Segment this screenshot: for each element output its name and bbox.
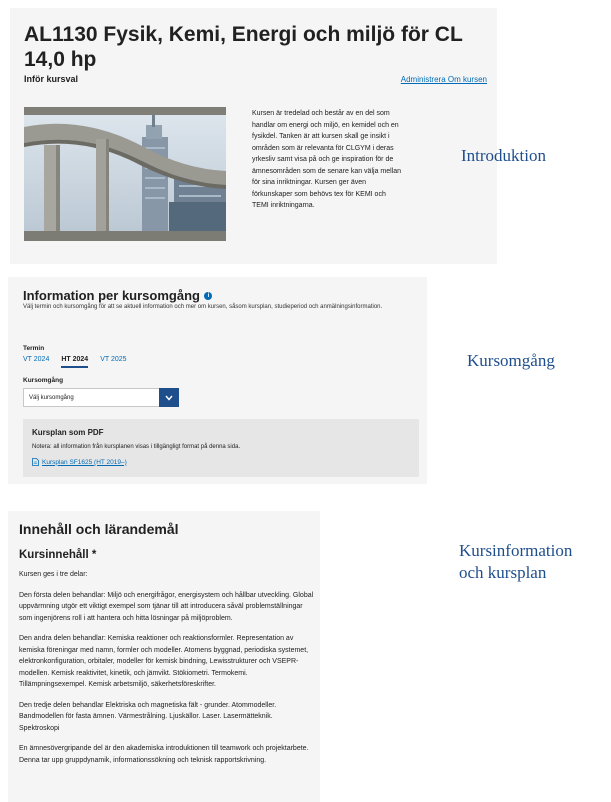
label-course-info-line2: och kursplan [459, 563, 547, 582]
term-tabs [23, 356, 139, 368]
round-heading: Information per kursomgång [23, 288, 200, 303]
pdf-document-icon [32, 458, 39, 466]
course-content-subheading: Kursinnehåll * [19, 549, 97, 561]
pdf-note: Notera: all information från kursplanen visas i tillgängligt format på denna sida. [32, 444, 241, 450]
content-paragraph: Den tredje delen behandlar Elektriska och magnetiska fält - grunder. Atommodeller. Bandmodellen för fasta ämnen. Värmestrålning. Ljuskällor. Laser. Lasermätteknik. Spektroskopi [19, 701, 277, 732]
bridge-photo [24, 107, 226, 241]
round-select[interactable] [23, 388, 179, 407]
intro-text: Kursen är tredelad och består av en del som handlar om energi och miljö, en kemidel och en fysikdel. Tanken är att kursen skall ge insikt i områden som är relevanta för CLGYM i deras yrkesliv samt visa på och ge inspiration för de ämnesområden som de senare kan välja mellan för sina inriktningar. Kursen ger även förkunskaper som behövs tex för KEMI och TEMI inriktningarna. [252, 110, 402, 209]
content-paragraph: Den första delen behandlar: Miljö och energifrågor, energisystem och hållbar utveckling. Global uppvärmning utgör ett viktigt exempel som tjänar till att introducera såväl problemställningar som ingenjörens roll i att hantera och hitta lösningar på miljöproblem. [19, 591, 314, 622]
tab-ht-2024[interactable]: HT 2024 [61, 356, 88, 368]
label-course-round: Kursomgång [467, 351, 555, 370]
round-description: Välj termin och kursomgång för att se aktuell information och mer om kursen, såsom kursplan, studieperiod och anmälningsinformation. [23, 304, 383, 310]
round-select-value: Välj kursomgång [29, 394, 74, 401]
admin-about-course-link[interactable]: Administrera Om kursen [400, 75, 487, 84]
pdf-heading: Kursplan som PDF [32, 428, 104, 437]
tab-vt-2024[interactable]: VT 2024 [23, 356, 50, 363]
content-paragraph: Kursen ges i tre delar: [19, 571, 88, 578]
pre-row [24, 74, 487, 84]
label-course-info-line1: Kursinformation [459, 541, 573, 560]
label-course-info [459, 540, 572, 584]
round-select-button[interactable] [159, 388, 179, 407]
hero-image [24, 107, 226, 241]
chevron-down-icon [165, 395, 173, 401]
course-content-text [19, 569, 314, 766]
round-label: Kursomgång [23, 377, 64, 384]
course-round-panel [8, 277, 427, 484]
label-introduction: Introduktion [461, 146, 546, 165]
info-icon[interactable]: i [204, 292, 212, 300]
content-paragraph: En ämnesövergripande del är den akademiska introduktionen till teamwork och projektarbete. Denna tar upp gruppdynamik, informationssökning och teknisk rapportskrivning. [19, 745, 309, 764]
content-panel [8, 511, 320, 802]
tab-vt-2025[interactable]: VT 2025 [100, 356, 127, 363]
syllabus-pdf-link[interactable]: Kursplan SF1625 (HT 2019–) [42, 458, 127, 466]
term-label: Termin [23, 345, 45, 352]
course-title: AL1130 Fysik, Kemi, Energi och miljö för CL 14,0 hp [24, 23, 463, 71]
pre-course-title: Inför kursval [24, 74, 79, 84]
intro-panel [10, 8, 497, 264]
pdf-link-row [32, 458, 410, 466]
content-paragraph: Den andra delen behandlar: Kemiska reaktioner och reaktionsformler. Representation av kemiska föreningar med namn, formler och modeller. Atomens byggnad, periodiska systemet, elektronkonfiguration, orbitaler, modeller för kemisk bindning, Lewisstrukturer och VSEPR-modellen. Kemisk reaktivitet, kinetik, och jämvikt. Stökiometri. Termokemi. Tillämpningsexempel. Kemisk arbetsmiljö, säkerhetsföreskrifter. [19, 635, 309, 688]
content-heading: Innehåll och lärandemål [19, 521, 179, 537]
pdf-box [23, 419, 419, 477]
